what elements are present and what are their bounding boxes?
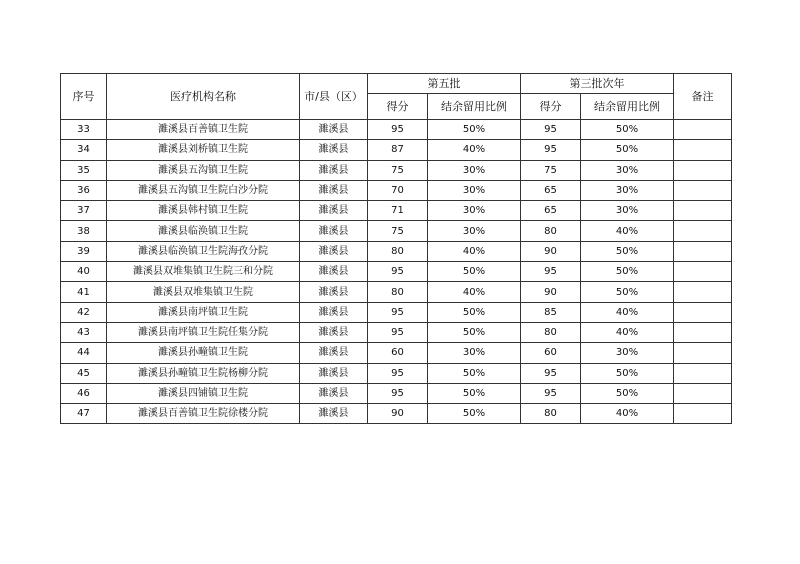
cell-region: 濉溪县 — [300, 201, 368, 221]
cell-batch3-ratio: 40% — [581, 302, 674, 322]
header-batch5-ratio: 结余留用比例 — [428, 94, 521, 120]
cell-batch3-score: 95 — [521, 262, 581, 282]
cell-note — [674, 140, 732, 160]
cell-batch5-score: 90 — [368, 404, 428, 424]
cell-institution-name: 濉溪县临涣镇卫生院 — [107, 221, 300, 241]
cell-batch5-ratio: 30% — [428, 160, 521, 180]
cell-batch3-ratio: 40% — [581, 221, 674, 241]
cell-batch3-score: 60 — [521, 343, 581, 363]
cell-batch5-ratio: 30% — [428, 201, 521, 221]
cell-index: 34 — [61, 140, 107, 160]
cell-region: 濉溪县 — [300, 262, 368, 282]
cell-batch5-ratio: 40% — [428, 282, 521, 302]
cell-note — [674, 363, 732, 383]
table-row — [61, 180, 732, 200]
cell-batch3-ratio: 50% — [581, 383, 674, 403]
cell-batch5-score: 95 — [368, 363, 428, 383]
cell-institution-name: 濉溪县韩村镇卫生院 — [107, 201, 300, 221]
header-batch3-score: 得分 — [521, 94, 581, 120]
cell-region: 濉溪县 — [300, 221, 368, 241]
cell-institution-name: 濉溪县双堆集镇卫生院 — [107, 282, 300, 302]
cell-batch3-ratio: 30% — [581, 201, 674, 221]
cell-batch3-ratio: 50% — [581, 140, 674, 160]
cell-region: 濉溪县 — [300, 241, 368, 261]
cell-index: 37 — [61, 201, 107, 221]
cell-batch3-ratio: 50% — [581, 262, 674, 282]
cell-institution-name: 濉溪县南坪镇卫生院任集分院 — [107, 322, 300, 342]
header-batch-3: 第三批次年 — [521, 74, 674, 94]
cell-batch3-score: 90 — [521, 241, 581, 261]
cell-batch3-ratio: 40% — [581, 404, 674, 424]
table-row — [61, 241, 732, 261]
cell-index: 44 — [61, 343, 107, 363]
cell-batch3-score: 80 — [521, 221, 581, 241]
cell-batch3-ratio: 50% — [581, 241, 674, 261]
table-row — [61, 343, 732, 363]
cell-batch3-score: 65 — [521, 201, 581, 221]
cell-note — [674, 404, 732, 424]
cell-region: 濉溪县 — [300, 180, 368, 200]
cell-batch5-score: 87 — [368, 140, 428, 160]
cell-batch3-score: 95 — [521, 383, 581, 403]
cell-batch5-score: 71 — [368, 201, 428, 221]
cell-batch3-score: 65 — [521, 180, 581, 200]
cell-batch5-score: 60 — [368, 343, 428, 363]
cell-note — [674, 221, 732, 241]
header-index: 序号 — [61, 74, 107, 120]
cell-batch3-score: 95 — [521, 140, 581, 160]
table-row — [61, 160, 732, 180]
cell-institution-name: 濉溪县孙疃镇卫生院杨柳分院 — [107, 363, 300, 383]
header-batch5-score: 得分 — [368, 94, 428, 120]
cell-region: 濉溪县 — [300, 343, 368, 363]
cell-batch3-ratio: 50% — [581, 120, 674, 140]
cell-batch5-score: 75 — [368, 221, 428, 241]
cell-batch5-ratio: 50% — [428, 302, 521, 322]
cell-batch5-score: 95 — [368, 322, 428, 342]
cell-batch3-score: 95 — [521, 363, 581, 383]
cell-note — [674, 201, 732, 221]
table-row — [61, 322, 732, 342]
cell-institution-name: 濉溪县双堆集镇卫生院三和分院 — [107, 262, 300, 282]
cell-index: 33 — [61, 120, 107, 140]
header-row-top — [61, 74, 732, 94]
table-row — [61, 221, 732, 241]
cell-batch5-ratio: 30% — [428, 180, 521, 200]
cell-region: 濉溪县 — [300, 140, 368, 160]
cell-index: 35 — [61, 160, 107, 180]
cell-note — [674, 282, 732, 302]
header-region: 市/县（区） — [300, 74, 368, 120]
table-row — [61, 262, 732, 282]
cell-index: 47 — [61, 404, 107, 424]
table-row — [61, 140, 732, 160]
cell-index: 39 — [61, 241, 107, 261]
cell-index: 36 — [61, 180, 107, 200]
cell-batch5-score: 95 — [368, 120, 428, 140]
cell-institution-name: 濉溪县五沟镇卫生院白沙分院 — [107, 180, 300, 200]
cell-batch5-ratio: 40% — [428, 241, 521, 261]
cell-batch5-score: 80 — [368, 241, 428, 261]
cell-note — [674, 302, 732, 322]
cell-batch3-score: 85 — [521, 302, 581, 322]
cell-batch5-ratio: 40% — [428, 140, 521, 160]
cell-batch5-score: 70 — [368, 180, 428, 200]
score-table — [60, 73, 732, 424]
cell-note — [674, 383, 732, 403]
cell-batch5-ratio: 30% — [428, 221, 521, 241]
table-row — [61, 302, 732, 322]
cell-region: 濉溪县 — [300, 363, 368, 383]
cell-batch3-score: 90 — [521, 282, 581, 302]
cell-index: 41 — [61, 282, 107, 302]
cell-institution-name: 濉溪县五沟镇卫生院 — [107, 160, 300, 180]
cell-batch5-score: 95 — [368, 302, 428, 322]
cell-region: 濉溪县 — [300, 160, 368, 180]
table-row — [61, 363, 732, 383]
cell-region: 濉溪县 — [300, 404, 368, 424]
cell-batch5-score: 95 — [368, 262, 428, 282]
cell-batch5-ratio: 50% — [428, 322, 521, 342]
table-row — [61, 201, 732, 221]
cell-batch3-ratio: 50% — [581, 363, 674, 383]
cell-index: 45 — [61, 363, 107, 383]
table-row — [61, 383, 732, 403]
cell-batch3-score: 80 — [521, 322, 581, 342]
header-institution-name: 医疗机构名称 — [107, 74, 300, 120]
table-row — [61, 282, 732, 302]
cell-region: 濉溪县 — [300, 383, 368, 403]
cell-institution-name: 濉溪县临涣镇卫生院海孜分院 — [107, 241, 300, 261]
cell-index: 43 — [61, 322, 107, 342]
cell-institution-name: 濉溪县孙疃镇卫生院 — [107, 343, 300, 363]
cell-batch5-ratio: 50% — [428, 120, 521, 140]
cell-batch5-score: 95 — [368, 383, 428, 403]
cell-index: 46 — [61, 383, 107, 403]
cell-batch3-score: 80 — [521, 404, 581, 424]
cell-note — [674, 160, 732, 180]
cell-note — [674, 241, 732, 261]
cell-batch5-ratio: 50% — [428, 262, 521, 282]
table-row — [61, 120, 732, 140]
cell-region: 濉溪县 — [300, 302, 368, 322]
cell-batch3-ratio: 40% — [581, 322, 674, 342]
cell-batch3-ratio: 30% — [581, 180, 674, 200]
header-note: 备注 — [674, 74, 732, 120]
cell-note — [674, 120, 732, 140]
cell-note — [674, 322, 732, 342]
cell-institution-name: 濉溪县南坪镇卫生院 — [107, 302, 300, 322]
cell-region: 濉溪县 — [300, 120, 368, 140]
cell-note — [674, 262, 732, 282]
cell-batch3-ratio: 30% — [581, 343, 674, 363]
cell-note — [674, 343, 732, 363]
cell-institution-name: 濉溪县百善镇卫生院徐楼分院 — [107, 404, 300, 424]
cell-batch5-ratio: 50% — [428, 383, 521, 403]
cell-index: 42 — [61, 302, 107, 322]
cell-batch5-ratio: 30% — [428, 343, 521, 363]
cell-institution-name: 濉溪县刘桥镇卫生院 — [107, 140, 300, 160]
cell-index: 38 — [61, 221, 107, 241]
cell-batch3-score: 75 — [521, 160, 581, 180]
cell-batch3-score: 95 — [521, 120, 581, 140]
table-row — [61, 404, 732, 424]
cell-batch3-ratio: 50% — [581, 282, 674, 302]
cell-batch5-ratio: 50% — [428, 363, 521, 383]
cell-batch5-ratio: 50% — [428, 404, 521, 424]
header-batch-5: 第五批 — [368, 74, 521, 94]
cell-index: 40 — [61, 262, 107, 282]
cell-batch5-score: 75 — [368, 160, 428, 180]
header-batch3-ratio: 结余留用比例 — [581, 94, 674, 120]
cell-region: 濉溪县 — [300, 282, 368, 302]
cell-region: 濉溪县 — [300, 322, 368, 342]
cell-institution-name: 濉溪县四铺镇卫生院 — [107, 383, 300, 403]
cell-note — [674, 180, 732, 200]
cell-batch5-score: 80 — [368, 282, 428, 302]
cell-institution-name: 濉溪县百善镇卫生院 — [107, 120, 300, 140]
cell-batch3-ratio: 30% — [581, 160, 674, 180]
